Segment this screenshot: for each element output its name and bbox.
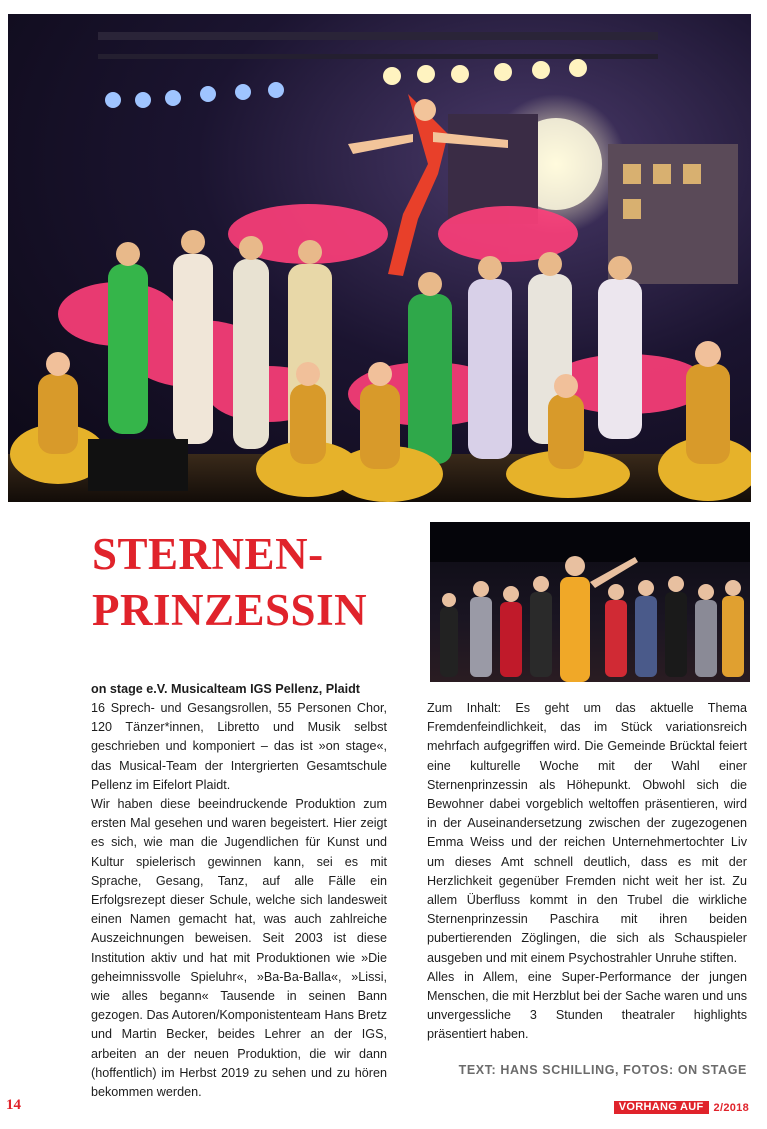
paragraph-conclusion: Alles in Allem, eine Super-Performance der jungen Menschen, die mit Herzblut bei der Sache waren und uns unvergessliche 3 Stunden theatraler highlights präsentiert haben. — [427, 969, 747, 1042]
magazine-name: VORHANG AUF — [614, 1101, 709, 1114]
magazine-issue: 2/2018 — [713, 1101, 749, 1114]
article-headline — [92, 526, 412, 638]
paragraph-plot: Zum Inhalt: Es geht um das aktuelle Thema Fremdenfeindlichkeit, das im Stück variationsreich mehrfach aufgegriffen wird. Die Gemeinde Brücktal feiert eine kulturelle Woche mit der Wahl einer Sternenprinzessin als Höhepunkt. Obwohl sich die Bewohner dabei vorgeblich weltoffen präsentieren, wird in der Auseinandersetzung zwischen der zugezogenen Emma Weiss und der reichen Unternehmertochter Liv um dieses Amt schnell deutlich, dass es mit der Herzlichkeit gegenüber Fremden nicht weit her ist. Zu allem Überfluss kommt in den Trubel die wirkliche Sternenprinzessin Paschira mit ihren beiden pubertierenden Zöglingen, die sich als Schauspieler ausgeben und mit einem Psychostrahler Unruhe stiften. — [427, 701, 747, 965]
secondary-stage-photo — [430, 522, 750, 682]
photo-text-credits: TEXT: HANS SCHILLING, FOTOS: ON STAGE — [458, 1063, 747, 1077]
paragraph-review: Wir haben diese beeindruckende Produktion zum ersten Mal gesehen und waren begeistert. Hier zeigt es sich, wie man die Jugendlichen für Kunst und Kultur spielerisch gewinnen kann, sei es mit Sprache, Gesang, Tanz, auf alle Fälle ein Erfolgsrezept dieser Schule, welche sich landesweit einen Namen gemacht hat, was auch zahlreiche Auszeichnungen beweisen. Seit 2003 ist diese Institution aktiv und hat mit Produktionen wie »Die geheimnissvolle Spieluhr«, »Ba-Ba-Balla«, »Lissi, wie alles begann« Tausende in seinen Bann gezogen. Das Autoren/Komponistenteam Hans Bretz und Martin Becker, beides Lehrer an der IGS, arbeiten an der neuen Produktion, die wir dann (hoffentlich) im Herbst 2019 zu sehen und zu hören bekommen werden. — [91, 797, 387, 1100]
article-column-right — [427, 699, 747, 1045]
headline-line-2: PRINZESSIN — [92, 585, 368, 635]
paragraph-intro: 16 Sprech- und Gesangsrollen, 55 Personen Chor, 120 Tänzer*innen, Libretto und Musik selbst geschrieben und komponiert – das ist »on stage«, das Musical-Team der Intergrierten Gesamtschule Pellenz im Eifelort Plaidt. — [91, 701, 387, 792]
page-number: 14 — [6, 1097, 21, 1113]
main-stage-photo — [8, 14, 751, 502]
magazine-footer — [614, 1101, 749, 1114]
article-byline: on stage e.V. Musicalteam IGS Pellenz, Plaidt — [91, 682, 360, 696]
article-column-left — [91, 679, 387, 1102]
headline-line-1: STERNEN- — [92, 529, 324, 579]
